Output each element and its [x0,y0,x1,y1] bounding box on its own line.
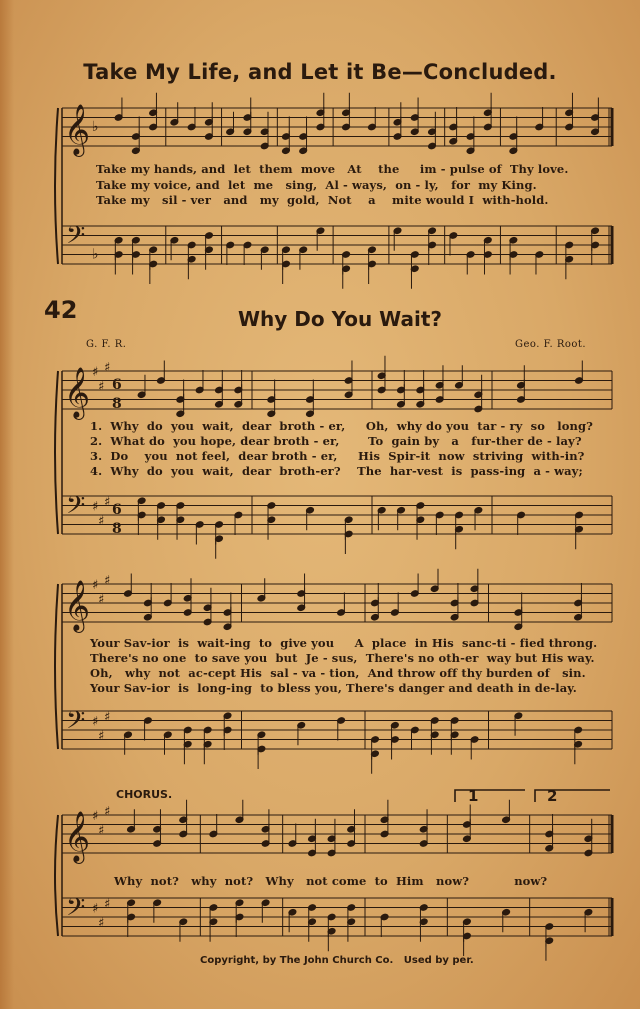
time-signature-bottom: 8 [112,396,122,412]
sharp-sign: ♯ [104,573,111,589]
treble-clef: 𝄞 [64,104,91,155]
lyricist-credit: G. F. R. [86,339,127,350]
hymn-1-title: Take My Life, and Let it Be—Concluded. [83,60,557,84]
sharp-sign: ♯ [98,379,105,395]
hymn-2-verse-1-line-1: 1. Why do you wait, dear broth - er, Oh, why do you tar - ry so long? [90,419,593,433]
sharp-sign: ♯ [98,513,105,529]
system-brace [55,584,58,749]
treble-clef: 𝄞 [64,580,91,631]
chorus-lyrics: Why not? why not? Why not come to Him now? now? [114,874,548,888]
hymn-1-verse-2: Take my voice, and let me sing, Al - ways, on - ly, for my King. [96,178,537,192]
composer-credit: Geo. F. Root. [515,339,587,350]
hymn-2-verse-1-line-2: Your Sav-ior is wait-ing to give you A place in His sanc-ti - fied throng. [90,636,598,650]
time-signature-top: 6 [112,502,122,518]
hymn-1-verse-1: Take my hands, and let them move At the im - pulse of Thy love. [96,162,569,176]
second-ending-label: 2 [547,787,558,805]
flat-sign: ♭ [92,119,99,135]
sharp-sign: ♯ [104,896,111,912]
first-ending-label: 1 [468,787,479,805]
sharp-sign: ♯ [92,809,99,824]
sharp-sign: ♯ [98,823,105,839]
treble-clef: 𝄞 [64,367,91,418]
hymn-1-verse-3: Take my sil - ver and my gold, Not a mite would I with-hold. [96,193,549,207]
chorus-label: CHORUS. [116,788,173,801]
hymn-2-verse-4-line-1: 4. Why do you wait, dear broth-er? The har-vest is pass-ing a - way; [90,464,583,478]
hymn-2-title: Why Do You Wait? [237,307,443,331]
system-brace [55,371,58,534]
sharp-sign: ♯ [92,499,99,515]
flat-sign: ♭ [92,246,99,263]
time-signature-top: 6 [112,377,122,393]
sharp-sign: ♯ [104,360,111,376]
time-signature-bottom: 8 [112,521,122,537]
copyright-notice: Copyright, by The John Church Co. Used by per. [200,955,474,966]
sharp-sign: ♯ [92,901,99,917]
sharp-sign: ♯ [98,592,105,608]
hymn-2-verse-3-line-2: Oh, why not ac-cept His sal - va - tion, And throw off thy burden of sin. [90,666,586,680]
bass-clef: 𝄢 [66,491,86,526]
bass-clef: 𝄢 [66,706,86,741]
treble-clef: 𝄞 [64,811,91,862]
sharp-sign: ♯ [98,915,105,931]
hymn-2-verse-2-line-1: 2. What do you hope, dear broth - er, To gain by a fur-ther de - lay? [90,434,582,448]
bass-clef: 𝄢 [66,893,86,928]
sharp-sign: ♯ [104,709,111,725]
hymn-2-verse-2-line-2: There's no one to save you but Je - sus, There's no oth-er way but His way. [90,651,595,665]
hymn-2-verse-4-line-2: Your Sav-ior is long-ing to bless you, There's danger and death in de-lay. [90,681,577,695]
first-ending-bracket [455,790,525,802]
hymn-number: 42 [44,296,78,324]
sharp-sign: ♯ [104,804,111,820]
bass-clef: 𝄢 [66,221,86,256]
sharp-sign: ♯ [98,728,105,744]
sharp-sign: ♯ [92,714,99,730]
system-brace [55,815,58,936]
sharp-sign: ♯ [104,494,111,510]
hymn-2-verse-3-line-1: 3. Do you not feel, dear broth - er, His Spir-it now striving with-in? [90,449,585,463]
sharp-sign: ♯ [92,578,99,593]
sharp-sign: ♯ [92,365,99,380]
